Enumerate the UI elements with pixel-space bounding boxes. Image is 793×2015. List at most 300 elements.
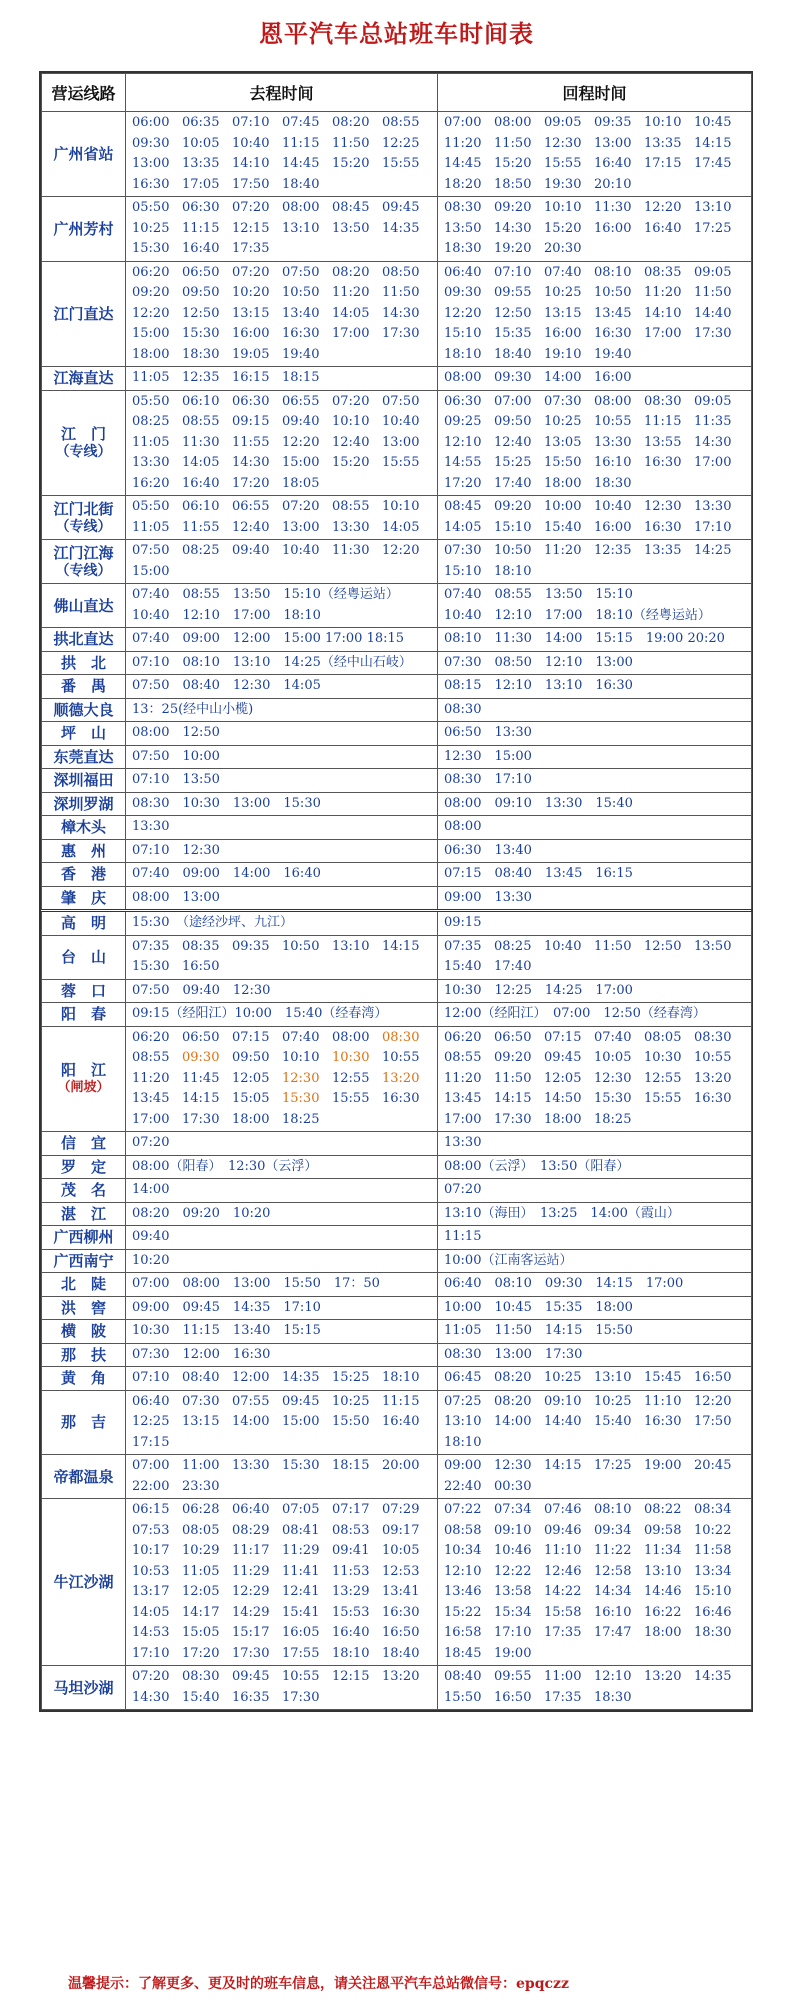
departure-time: 14:05	[382, 519, 420, 535]
departure-time: 00:30	[494, 1478, 532, 1494]
outbound-times-cell	[126, 1226, 438, 1250]
departure-time: 13:40	[282, 305, 320, 321]
departure-time: 11:50	[382, 285, 420, 300]
route-name: 深圳福田	[53, 771, 114, 790]
return-times-cell	[438, 675, 752, 699]
route-name: 横 陂	[60, 1322, 106, 1341]
departure-time: 14:30	[132, 1689, 170, 1705]
departure-time-text: 08:15 12:10 13:10 16:30	[444, 678, 633, 693]
departure-time: 13:30	[694, 499, 732, 514]
departure-time: 14:00	[232, 1414, 270, 1429]
route-cell	[42, 496, 126, 540]
departure-time: 18:10	[444, 346, 482, 362]
departure-time: 18:10	[382, 1370, 420, 1385]
outbound-times-cell	[126, 367, 438, 391]
departure-time: 11:50	[494, 1070, 532, 1086]
return-times-cell	[438, 1320, 752, 1344]
departure-time: 18:40	[382, 1645, 420, 1661]
departure-time: 09:45	[544, 1050, 582, 1065]
departure-time: 15:25	[332, 1370, 370, 1385]
departure-time: 17:20	[182, 1645, 220, 1661]
departure-time: 16:40	[182, 475, 220, 491]
departure-time: 19:10	[544, 346, 582, 362]
table-row	[42, 863, 752, 887]
departure-time: 08:55	[332, 499, 370, 514]
departure-time: 13:30	[232, 1458, 270, 1473]
departure-time: 07:00	[132, 1458, 170, 1473]
departure-time-text: 07:50 09:40 12:30	[132, 982, 271, 998]
departure-time-text: 13:30	[132, 819, 170, 834]
departure-time: 08:10	[594, 264, 632, 280]
departure-time: 17:10	[494, 1625, 532, 1640]
outbound-times-cell	[126, 1155, 438, 1179]
departure-time: 07:05	[282, 1502, 320, 1517]
return-times-cell	[438, 651, 752, 675]
table-row	[42, 367, 752, 391]
departure-time: 14:15	[182, 1091, 220, 1106]
outbound-times-cell	[126, 839, 438, 863]
departure-time: 11:20	[544, 543, 582, 558]
return-times-cell	[438, 1003, 752, 1027]
route-name: 江 门	[60, 424, 106, 443]
departure-time: 19:20	[494, 241, 532, 256]
departure-time: 09:30	[132, 135, 170, 151]
return-times-cell	[438, 1155, 752, 1179]
departure-time: 14:30	[232, 455, 270, 470]
departure-time: 14:15	[494, 1091, 532, 1106]
departure-time: 16:30	[644, 519, 682, 535]
departure-time: 07:40	[594, 1029, 632, 1045]
route-cell	[42, 1390, 126, 1455]
time-grid	[132, 1456, 435, 1497]
departure-time: 17:10	[132, 1645, 170, 1661]
departure-time: 18:15	[282, 370, 320, 385]
departure-time: 11:50	[494, 135, 532, 151]
table-row	[42, 698, 752, 722]
departure-time: 08:22	[644, 1502, 682, 1517]
departure-time: 13:00	[132, 156, 170, 171]
departure-time: 11:35	[694, 414, 732, 429]
route-name: 黄 角	[60, 1369, 106, 1388]
departure-time: 16:30	[594, 326, 632, 341]
departure-time: 16:10	[594, 455, 632, 470]
departure-time: 08:58	[444, 1522, 482, 1538]
departure-time: 08:00	[332, 1029, 370, 1045]
departure-time: 08:40	[444, 1669, 482, 1684]
outbound-times-cell	[126, 1202, 438, 1226]
departure-time: 09:50	[182, 285, 220, 300]
departure-time: 08:30	[644, 393, 682, 409]
departure-time: 15:50	[444, 1689, 482, 1705]
departure-time: 12:55	[332, 1070, 370, 1086]
departure-time: 12:20	[382, 543, 420, 558]
departure-time: 07:53	[132, 1522, 170, 1538]
departure-time: 16:50	[494, 1689, 532, 1705]
departure-time-text: 09:40	[132, 1229, 170, 1244]
departure-time: 11:00	[544, 1669, 582, 1684]
departure-time: 15:55	[332, 1091, 370, 1106]
departure-time: 09:55	[494, 1669, 532, 1684]
departure-time: 17:00	[332, 326, 370, 341]
departure-time-text: 07:10 13:50	[132, 772, 220, 787]
departure-time: 11:05	[132, 519, 170, 535]
departure-time-text: 07:30 08:50 12:10 13:00	[444, 654, 633, 670]
departure-time: 18:30	[182, 346, 220, 362]
departure-time-text: 07:20	[444, 1182, 482, 1197]
departure-time: 07:30	[182, 1393, 220, 1409]
departure-time: 18:15	[332, 1458, 370, 1473]
departure-time: 08:29	[232, 1522, 270, 1538]
departure-time: 06:30	[182, 200, 220, 215]
departure-time: 14:10	[644, 305, 682, 321]
time-grid	[132, 1500, 435, 1664]
outbound-times-cell	[126, 745, 438, 769]
departure-time-text: 08:00（云浮） 13:50（阳春）	[444, 1158, 630, 1174]
departure-time: 09:05	[694, 393, 732, 409]
route-subtitle: （专线）	[55, 562, 112, 579]
departure-time: 15:34	[494, 1604, 532, 1620]
departure-time: 15:00	[132, 563, 170, 579]
return-times-cell	[438, 1296, 752, 1320]
departure-time: 08:45	[444, 499, 482, 514]
departure-time: 17:35	[544, 1625, 582, 1640]
route-name: 江海直达	[53, 369, 114, 388]
departure-time: 11:05	[132, 434, 170, 450]
departure-time: 15:00	[282, 455, 320, 470]
route-cell	[42, 1499, 126, 1666]
departure-time: 13:50	[444, 220, 482, 236]
departure-time-text: 13:30	[444, 1135, 482, 1150]
table-row	[42, 390, 752, 496]
departure-time: 07:20	[232, 200, 270, 215]
departure-time: 12:40	[232, 519, 270, 535]
departure-time: 15:20	[494, 156, 532, 171]
outbound-times-cell	[126, 1273, 438, 1297]
header-return: 回程时间	[438, 74, 752, 112]
table-row	[42, 1179, 752, 1203]
departure-time: 18:10	[494, 563, 532, 579]
departure-time: 13:20	[382, 1070, 420, 1086]
departure-time: 12:40	[494, 434, 532, 450]
route-cell	[42, 1003, 126, 1027]
time-grid	[444, 263, 749, 366]
departure-time: 13:15	[544, 305, 582, 321]
departure-time: 12:10	[594, 1669, 632, 1684]
route-cell	[42, 1320, 126, 1344]
departure-time: 12:20	[282, 434, 320, 450]
route-name: 拱 北	[60, 653, 106, 672]
departure-time: 14:40	[544, 1414, 582, 1429]
time-grid	[444, 541, 749, 582]
departure-time: 10:50	[282, 938, 320, 954]
departure-time: 13:10	[644, 1563, 682, 1579]
route-name: 牛江沙湖	[53, 1573, 114, 1591]
departure-time-text: 07:40 08:55 13:50 15:10 10:40 12:10 17:00 18:10（经粤运站）	[444, 587, 711, 623]
departure-time-text: 10:20	[132, 1252, 170, 1268]
departure-time: 23:30	[182, 1478, 220, 1494]
departure-time: 16:00	[232, 326, 270, 341]
time-grid	[444, 1028, 749, 1131]
route-cell	[42, 540, 126, 584]
departure-time: 18:30	[444, 241, 482, 256]
return-times-cell	[438, 698, 752, 722]
departure-time: 16:30	[132, 176, 170, 192]
route-cell	[42, 1132, 126, 1156]
departure-time: 11:50	[694, 285, 732, 300]
departure-time: 12:29	[232, 1584, 270, 1599]
departure-time: 16:40	[332, 1625, 370, 1640]
departure-time: 11:20	[332, 285, 370, 300]
departure-time-text: 08:00（阳春） 12:30（云浮）	[132, 1158, 318, 1174]
departure-time: 17:00	[644, 326, 682, 341]
table-row	[42, 839, 752, 863]
time-grid	[132, 198, 435, 260]
departure-time: 17:50	[232, 176, 270, 192]
outbound-times-cell	[126, 769, 438, 793]
departure-time: 15:40	[444, 959, 482, 974]
departure-time: 07:25	[444, 1393, 482, 1409]
table-row	[42, 1226, 752, 1250]
return-times-cell	[438, 722, 752, 746]
departure-time: 08:41	[282, 1522, 320, 1538]
departure-time: 09:35	[232, 938, 270, 954]
table-row	[42, 584, 752, 628]
table-row	[42, 886, 752, 911]
departure-time: 06:55	[232, 499, 270, 514]
return-times-cell	[438, 1390, 752, 1455]
departure-time: 15:05	[232, 1091, 270, 1106]
route-name: 北 陡	[60, 1275, 106, 1294]
departure-time: 16:35	[232, 1689, 270, 1705]
departure-time: 13:10	[694, 200, 732, 215]
departure-time: 20:10	[594, 176, 632, 192]
departure-time: 09:00	[444, 1458, 482, 1473]
outbound-times-cell	[126, 1179, 438, 1203]
departure-time: 12:50	[494, 305, 532, 321]
route-name: 佛山直达	[53, 596, 114, 615]
departure-time: 18:00	[644, 1625, 682, 1640]
route-cell	[42, 769, 126, 793]
departure-time: 09:35	[594, 115, 632, 130]
departure-time: 12:30	[644, 499, 682, 514]
route-name: 香 港	[60, 865, 106, 884]
departure-time: 11:20	[444, 1070, 482, 1086]
departure-time: 15:55	[544, 156, 582, 171]
departure-time: 12:30	[282, 1070, 320, 1086]
departure-time: 06:35	[182, 115, 220, 130]
return-times-cell	[438, 584, 752, 628]
departure-time: 10:17	[132, 1543, 170, 1558]
table-row	[42, 540, 752, 584]
departure-time: 06:50	[182, 1029, 220, 1045]
departure-time: 07:20	[332, 393, 370, 409]
departure-time-text: 08:00	[444, 819, 482, 834]
departure-time-text: 09:00 13:30	[444, 889, 532, 905]
departure-time: 15:50	[544, 455, 582, 470]
departure-time: 14:45	[444, 156, 482, 171]
departure-time-text: 08:00 12:50	[132, 725, 220, 740]
route-cell	[42, 698, 126, 722]
departure-time: 13:46	[444, 1584, 482, 1599]
departure-time: 11:20	[132, 1070, 170, 1086]
departure-time: 09:05	[544, 115, 582, 130]
route-cell	[42, 628, 126, 652]
departure-time: 16:40	[644, 220, 682, 236]
departure-time: 08:55	[444, 1050, 482, 1065]
departure-time: 16:30	[644, 1414, 682, 1429]
departure-time: 09:15	[232, 414, 270, 429]
route-name: 惠 州	[60, 841, 106, 860]
route-name: 东莞直达	[53, 747, 114, 766]
departure-time: 10:40	[594, 499, 632, 514]
departure-time: 08:20	[494, 1393, 532, 1409]
departure-time: 12:46	[544, 1563, 582, 1579]
departure-time: 13:30	[332, 519, 370, 535]
departure-time-text: 07:50 08:40 12:30 14:05	[132, 678, 321, 693]
departure-time: 11:53	[332, 1563, 370, 1579]
departure-time: 12:20	[444, 305, 482, 321]
departure-time: 14:50	[544, 1091, 582, 1106]
departure-time: 13:45	[594, 305, 632, 321]
departure-time: 17:15	[132, 1434, 170, 1450]
departure-time-text: 07:10 12:30	[132, 842, 220, 858]
departure-time: 10:46	[494, 1543, 532, 1558]
departure-time-text: 07:10 08:10 13:10 14:25（经中山石岐）	[132, 654, 412, 670]
departure-time-text: 11:15	[444, 1229, 482, 1244]
time-grid	[132, 1368, 435, 1389]
departure-time: 06:30	[232, 393, 270, 409]
departure-time: 13:45	[132, 1091, 170, 1106]
departure-time: 07:10	[232, 115, 270, 130]
departure-time: 12:22	[494, 1563, 532, 1579]
outbound-times-cell	[126, 628, 438, 652]
departure-time-text: 07:40 09:00 12:00 15:00 17:00 18:15	[132, 631, 405, 646]
return-times-cell	[438, 1179, 752, 1203]
route-name: 广西柳州	[53, 1228, 114, 1247]
route-subtitle: （专线）	[55, 518, 112, 535]
time-grid	[444, 113, 749, 195]
route-cell	[42, 1367, 126, 1391]
departure-time: 08:05	[644, 1029, 682, 1045]
departure-time: 11:34	[644, 1543, 682, 1558]
outbound-times-cell	[126, 886, 438, 911]
departure-time: 06:45	[444, 1370, 482, 1385]
departure-time: 17:25	[694, 220, 732, 236]
departure-time: 15:55	[382, 156, 420, 171]
departure-time: 17:50	[694, 1414, 732, 1429]
return-times-cell	[438, 1367, 752, 1391]
departure-time: 17:30	[232, 1645, 270, 1661]
return-times-cell	[438, 816, 752, 840]
departure-time: 09:10	[544, 1393, 582, 1409]
departure-time: 07:50	[282, 264, 320, 280]
route-cell	[42, 1666, 126, 1710]
route-cell	[42, 886, 126, 911]
departure-time: 14:55	[444, 455, 482, 470]
return-times-cell	[438, 863, 752, 887]
departure-time: 08:20	[494, 1370, 532, 1385]
header-out: 去程时间	[126, 74, 438, 112]
departure-time: 15:17	[232, 1625, 270, 1640]
table-row	[42, 1155, 752, 1179]
departure-time: 09:30	[444, 285, 482, 300]
departure-time: 08:30	[694, 1029, 732, 1045]
departure-time: 15:53	[332, 1604, 370, 1620]
departure-time: 09:46	[544, 1522, 582, 1538]
departure-time: 18:45	[444, 1645, 482, 1661]
return-times-cell	[438, 1343, 752, 1367]
route-name: 广西南宁	[53, 1251, 114, 1270]
departure-time: 12:41	[282, 1584, 320, 1599]
table-row	[42, 496, 752, 540]
departure-time: 07:35	[444, 938, 482, 954]
departure-time: 16:30	[382, 1091, 420, 1106]
departure-time: 13:35	[644, 135, 682, 151]
departure-time: 08:20	[332, 115, 370, 130]
table-row	[42, 816, 752, 840]
departure-time: 13:30	[132, 455, 170, 470]
departure-time: 08:55	[382, 115, 420, 130]
departure-time: 18:10	[444, 1434, 482, 1450]
return-times-cell	[438, 886, 752, 911]
departure-time: 17:30	[494, 1111, 532, 1127]
departure-time: 18:00	[132, 346, 170, 362]
route-cell	[42, 367, 126, 391]
departure-time: 20:45	[694, 1458, 732, 1473]
departure-time: 06:50	[182, 264, 220, 280]
outbound-times-cell	[126, 540, 438, 584]
departure-time: 10:05	[594, 1050, 632, 1065]
outbound-times-cell	[126, 1132, 438, 1156]
departure-time: 14:35	[382, 220, 420, 236]
departure-time: 07:20	[132, 1669, 170, 1684]
route-name: 马坦沙湖	[53, 1678, 114, 1697]
return-times-cell	[438, 496, 752, 540]
departure-time: 07:29	[382, 1502, 420, 1517]
departure-time: 09:50	[494, 414, 532, 429]
departure-time-text: 15:30 （途经沙坪、九江）	[132, 915, 293, 930]
departure-time: 15:00	[282, 1414, 320, 1429]
outbound-times-cell	[126, 911, 438, 936]
departure-time-text: 08:30 10:30 13:00 15:30	[132, 795, 321, 811]
departure-time-text: 09:15	[444, 915, 482, 930]
departure-time: 19:40	[282, 346, 320, 362]
departure-time: 06:55	[282, 393, 320, 409]
departure-time: 20:00	[382, 1458, 420, 1473]
departure-time-text: 07:20	[132, 1135, 170, 1150]
outbound-times-cell	[126, 584, 438, 628]
page-title: 恩平汽车总站班车时间表	[259, 19, 534, 48]
departure-time: 13:58	[494, 1584, 532, 1599]
departure-time: 14:05	[332, 305, 370, 321]
outbound-times-cell	[126, 698, 438, 722]
route-cell	[42, 1273, 126, 1297]
departure-time: 16:15	[232, 370, 270, 385]
departure-time: 07:00	[444, 115, 482, 130]
departure-time: 16:50	[382, 1625, 420, 1640]
departure-time: 16:00	[594, 370, 632, 385]
departure-time-text: 08:30 17:10	[444, 772, 532, 787]
departure-time: 18:00	[544, 475, 582, 491]
departure-time: 11:10	[644, 1393, 682, 1409]
departure-time: 06:20	[132, 264, 170, 280]
table-row	[42, 651, 752, 675]
time-grid	[444, 368, 749, 389]
departure-time: 17:35	[232, 241, 270, 256]
departure-time: 10:22	[694, 1522, 732, 1538]
departure-time: 07:50	[382, 393, 420, 409]
departure-time: 09:45	[382, 200, 420, 215]
